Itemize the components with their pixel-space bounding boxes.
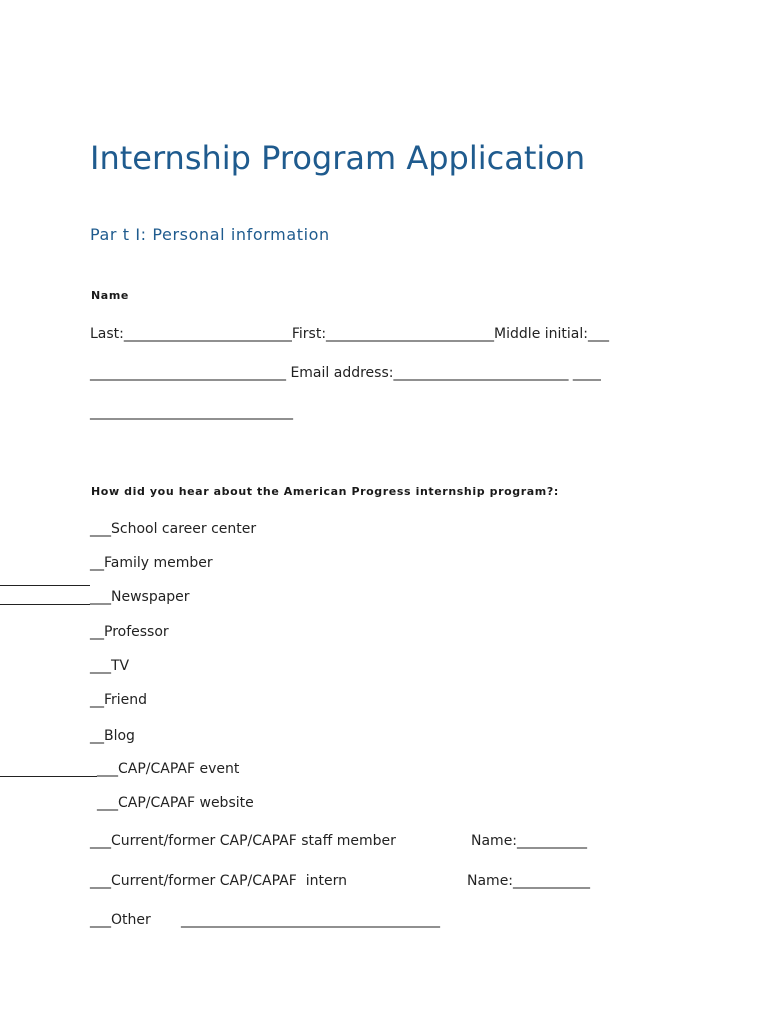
intern-name-field: Name:___________: [467, 873, 591, 889]
option-family-member: __Family member: [90, 555, 213, 571]
option-professor: __Professor: [90, 624, 169, 640]
option-cap-event: ___CAP/CAPAF event: [97, 761, 240, 777]
option-other: ___Other: [90, 912, 151, 928]
option-newspaper: ___Newspaper: [90, 589, 190, 605]
blank-line: _____________________________: [90, 404, 293, 420]
margin-rule-1: [0, 585, 90, 586]
address-email-line: ____________________________ Email address:_________________________ ____: [90, 365, 601, 381]
other-write-in-line: _____________________________________: [181, 912, 440, 928]
staff-name-field: Name:__________: [471, 833, 588, 849]
option-friend: __Friend: [90, 692, 148, 708]
section-heading: Par t I: Personal information: [90, 225, 330, 244]
referral-question: How did you hear about the American Progress internship program?:: [91, 485, 559, 498]
option-cap-website: ___CAP/CAPAF website: [97, 795, 254, 811]
margin-rule-2: [0, 604, 90, 605]
option-former-intern: ___Current/former CAP/CAPAF intern: [90, 873, 347, 889]
option-staff-member: ___Current/former CAP/CAPAF staff member: [90, 833, 396, 849]
name-label: Name: [91, 289, 129, 302]
option-blog: __Blog: [90, 728, 135, 744]
name-fields-line: Last:________________________First:________________________Middle initial:___: [90, 326, 609, 342]
margin-rule-3: [0, 776, 97, 777]
page-title: Internship Program Application: [90, 139, 586, 177]
option-school-career-center: ___School career center: [90, 521, 257, 537]
option-tv: ___TV: [90, 658, 130, 674]
